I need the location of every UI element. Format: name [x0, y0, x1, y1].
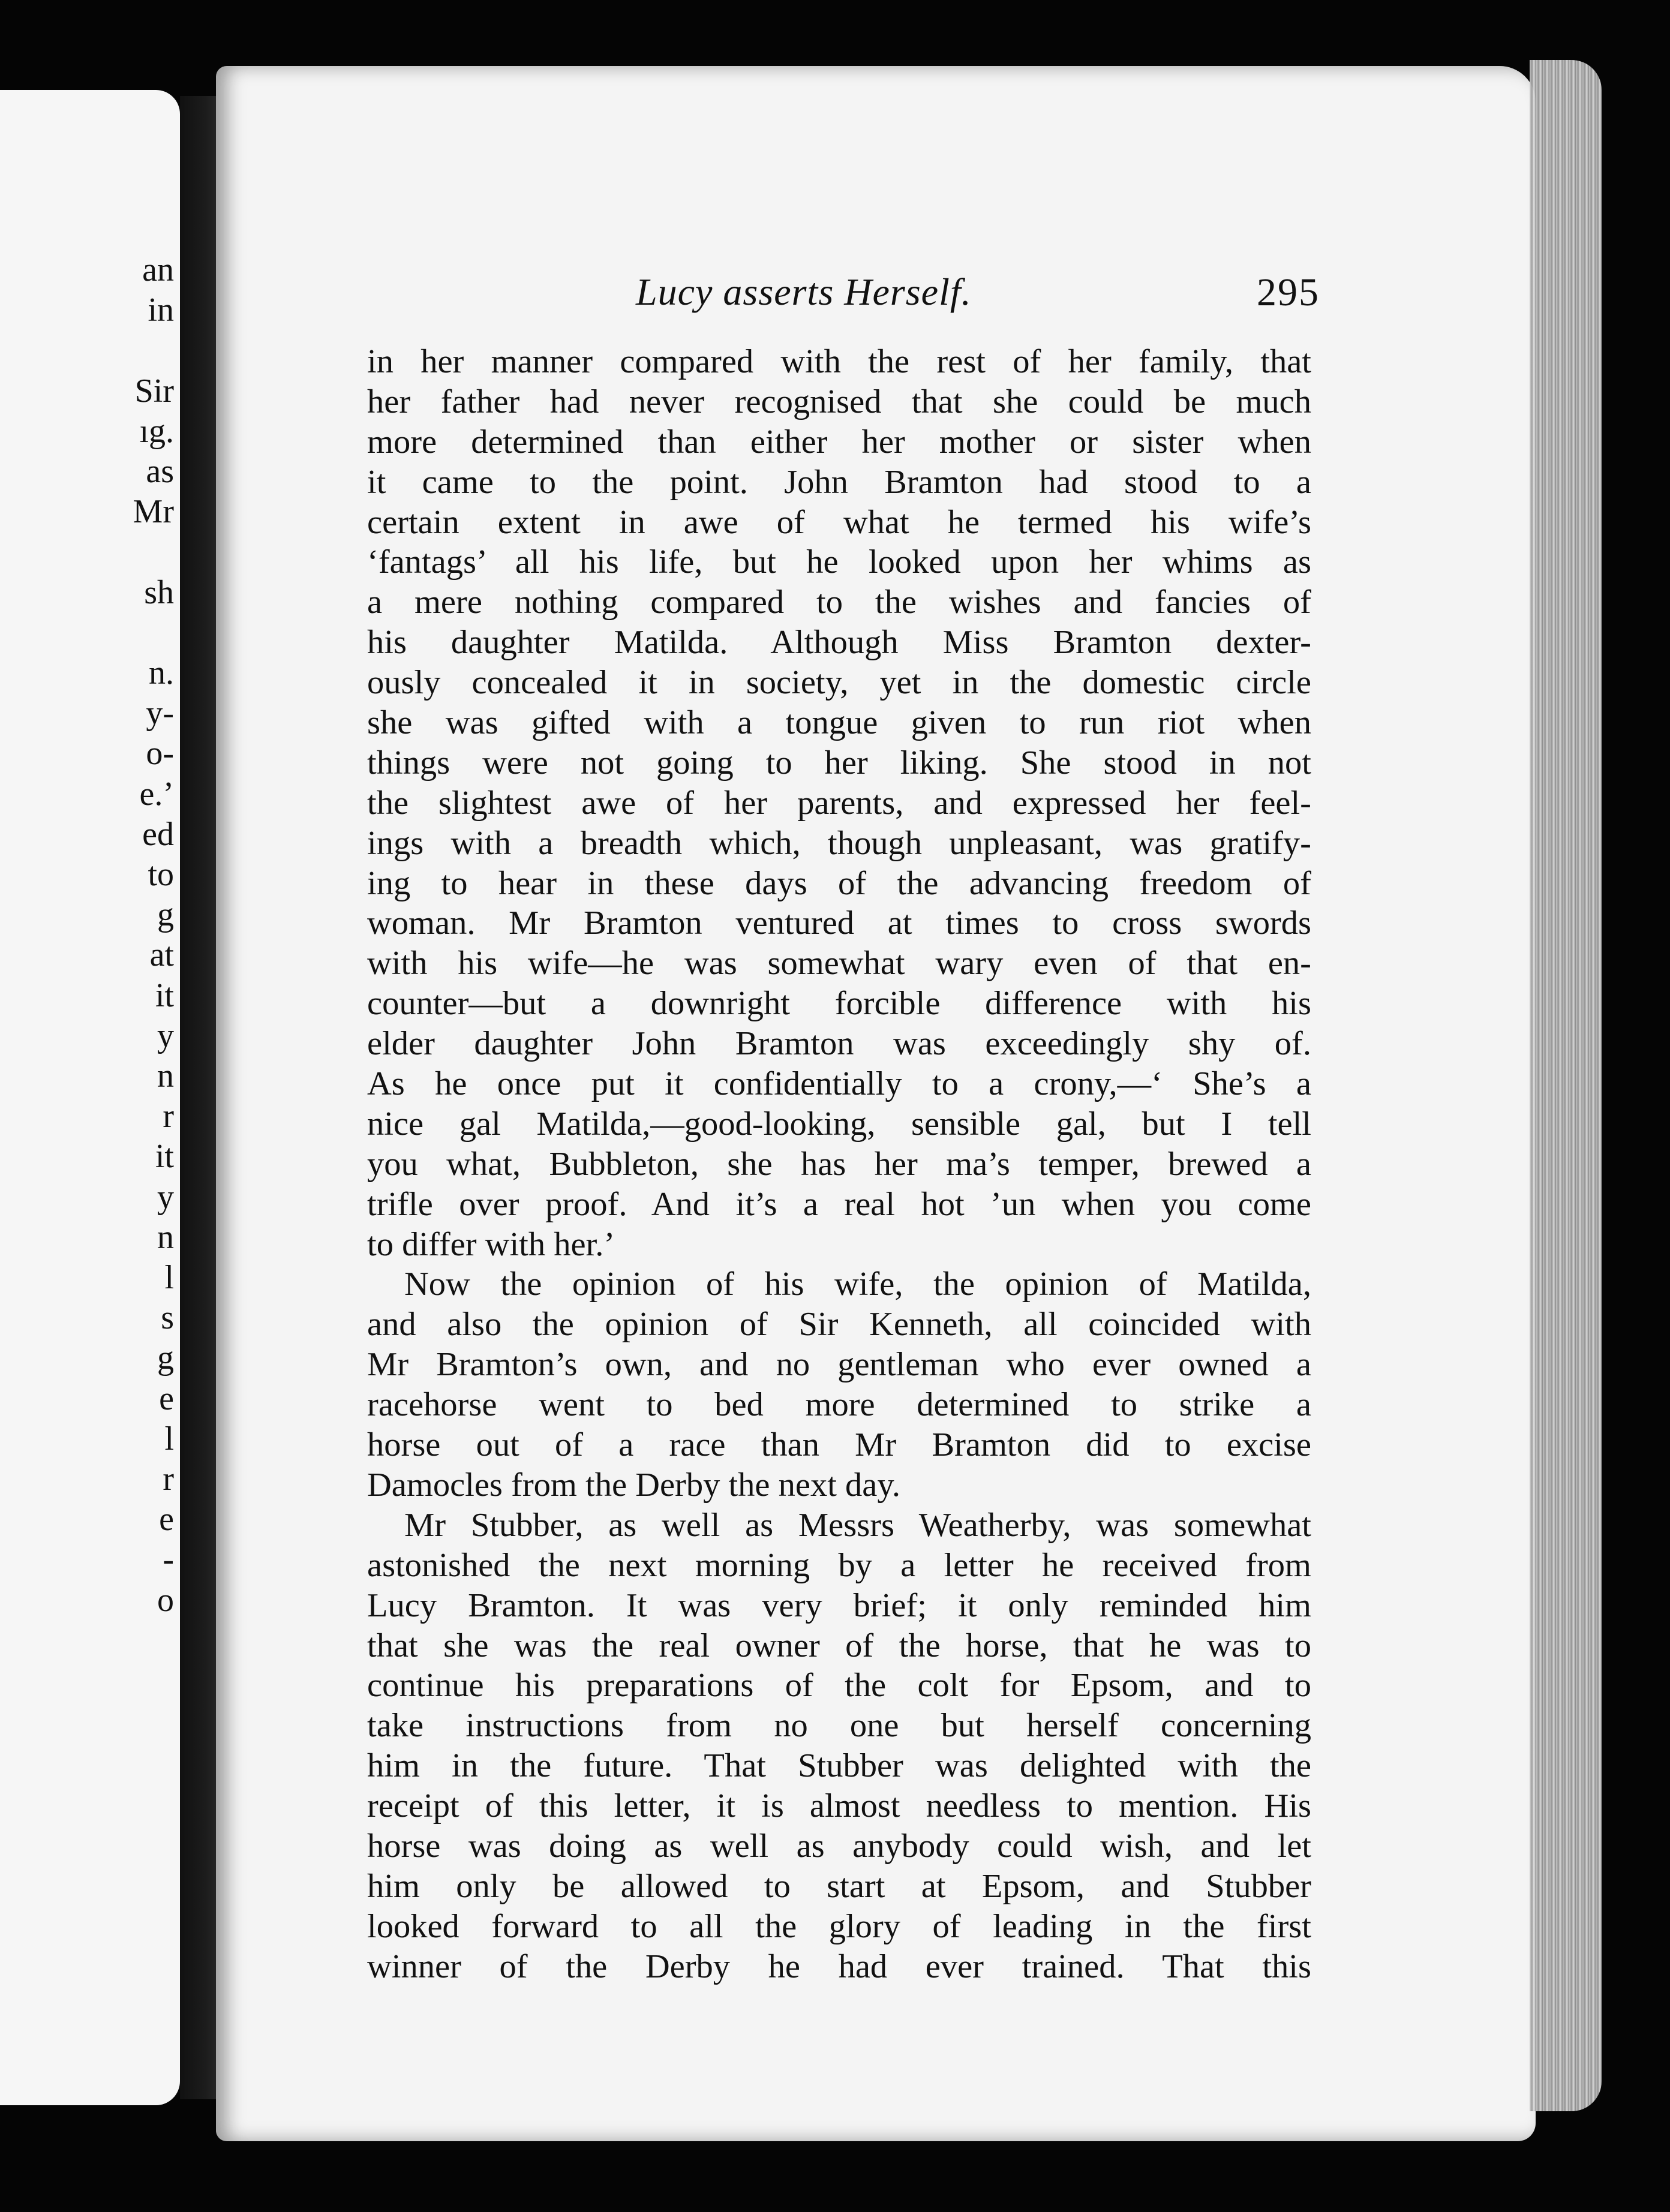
previous-page-fragment	[0, 90, 180, 2105]
left-page-fragment: Mr	[133, 493, 174, 531]
left-page-fragment: at	[149, 936, 174, 974]
body-text	[367, 342, 1311, 1987]
text-line: take instructions from no one but herself concerning	[367, 1707, 1311, 1745]
left-page-fragment: y-	[146, 695, 174, 732]
left-page-fragment: sh	[144, 573, 174, 611]
text-line: you what, Bubbleton, she has her ma’s temper, brewed a	[367, 1145, 1311, 1183]
text-line: winner of the Derby he had ever trained. That this	[367, 1947, 1311, 1985]
running-title: Lucy asserts Herself.	[636, 271, 972, 313]
left-page-fragment: Sir	[134, 372, 174, 410]
left-page-fragment: ıg.	[139, 412, 174, 450]
text-line: receipt of this letter, it is almost needless to mention. His	[367, 1787, 1311, 1825]
text-line: it came to the point. John Bramton had stood to a	[367, 463, 1311, 501]
text-line: woman. Mr Bramton ventured at times to cross swords	[367, 904, 1311, 942]
text-line: more determined than either her mother or sister when	[367, 423, 1311, 461]
running-header	[636, 270, 1320, 318]
text-line: Mr Bramton’s own, and no gentleman who ever owned a	[367, 1346, 1311, 1384]
text-line: counter—but a downright forcible difference with his	[367, 985, 1311, 1023]
text-line: elder daughter John Bramton was exceedingly shy of.	[367, 1025, 1311, 1063]
text-line: horse out of a race than Mr Bramton did to excise	[367, 1426, 1311, 1464]
left-page-fragment: n.	[149, 654, 174, 692]
text-line: certain extent in awe of what he termed his wife’s	[367, 503, 1311, 541]
text-line: his daughter Matilda. Although Miss Bramton dexter-	[367, 624, 1311, 662]
left-page-fragment: it	[155, 976, 174, 1014]
text-line: that she was the real owner of the horse, that he was to	[367, 1627, 1311, 1664]
left-page-fragment: o-	[146, 735, 174, 773]
left-page-fragment: as	[146, 453, 174, 490]
left-page-fragment: n	[157, 1218, 174, 1256]
text-line: Now the opinion of his wife, the opinion of Matilda,	[404, 1266, 1311, 1303]
left-page-fragment: -	[163, 1541, 174, 1579]
text-line: Lucy Bramton. It was very brief; it only reminded him	[367, 1586, 1311, 1624]
text-line: with his wife—he was somewhat wary even of that en-	[367, 945, 1311, 982]
left-page-fragment: y	[157, 1178, 174, 1216]
left-page-fragment: s	[161, 1299, 174, 1337]
left-page-fragment: o	[157, 1581, 174, 1619]
text-line: ‘fantags’ all his life, but he looked upon her whims as	[367, 543, 1311, 581]
text-line: trifle over proof. And it’s a real hot ’un when you come	[367, 1185, 1311, 1223]
left-page-fragment: e	[159, 1380, 174, 1417]
left-page-fragment: ed	[142, 815, 174, 853]
text-line: As he once put it confidentially to a crony,—‘ She’s a	[367, 1065, 1311, 1103]
text-line: ing to hear in these days of the advancing freedom of	[367, 864, 1311, 902]
left-page-fragment: in	[148, 291, 174, 329]
text-line: looked forward to all the glory of leading in the first	[367, 1907, 1311, 1945]
text-line: things were not going to her liking. She stood in not	[367, 744, 1311, 782]
text-line: in her manner compared with the rest of her family, that	[367, 343, 1311, 380]
text-line: racehorse went to bed more determined to strike a	[367, 1386, 1311, 1424]
left-page-fragment: g	[157, 1339, 174, 1377]
text-line: Damocles from the Derby the next day.	[367, 1466, 901, 1504]
text-line: and also the opinion of Sir Kenneth, all coincided with	[367, 1306, 1311, 1344]
text-line: continue his preparations of the colt for Epsom, and to	[367, 1667, 1311, 1705]
left-page-fragment: l	[164, 1420, 174, 1457]
text-line: ously concealed it in society, yet in the domestic circle	[367, 664, 1311, 702]
left-page-fragment: g	[157, 896, 174, 934]
left-page-fragment: to	[148, 856, 174, 893]
text-line: her father had never recognised that she could be much	[367, 383, 1311, 420]
text-line: to differ with her.’	[367, 1225, 615, 1263]
text-line: Mr Stubber, as well as Messrs Weatherby, was somewhat	[404, 1506, 1311, 1544]
left-page-fragment: an	[142, 251, 174, 288]
text-line: she was gifted with a tongue given to run riot when	[367, 704, 1311, 742]
text-line: a mere nothing compared to the wishes and fancies of	[367, 584, 1311, 621]
page-number: 295	[1257, 271, 1320, 314]
text-line: him only be allowed to start at Epsom, and Stubber	[367, 1867, 1311, 1905]
text-line: horse was doing as well as anybody could wish, and let	[367, 1827, 1311, 1865]
left-page-fragment: e.’	[139, 775, 174, 813]
left-page-fragment: e	[159, 1501, 174, 1538]
left-page-fragment: r	[163, 1098, 174, 1135]
page-edges	[1530, 60, 1602, 2111]
text-line: nice gal Matilda,—good-looking, sensible gal, but I tell	[367, 1105, 1311, 1143]
text-line: ings with a breadth which, though unpleasant, was gratify-	[367, 824, 1311, 862]
left-page-fragment: l	[164, 1259, 174, 1296]
left-page-fragment: r	[163, 1460, 174, 1498]
left-page-fragment: y	[157, 1017, 174, 1054]
text-line: astonished the next morning by a letter he received from	[367, 1546, 1311, 1584]
text-line: him in the future. That Stubber was delighted with the	[367, 1747, 1311, 1785]
text-line: the slightest awe of her parents, and expressed her feel-	[367, 784, 1311, 822]
left-page-fragment: it	[155, 1138, 174, 1176]
left-page-fragment: n	[157, 1057, 174, 1095]
